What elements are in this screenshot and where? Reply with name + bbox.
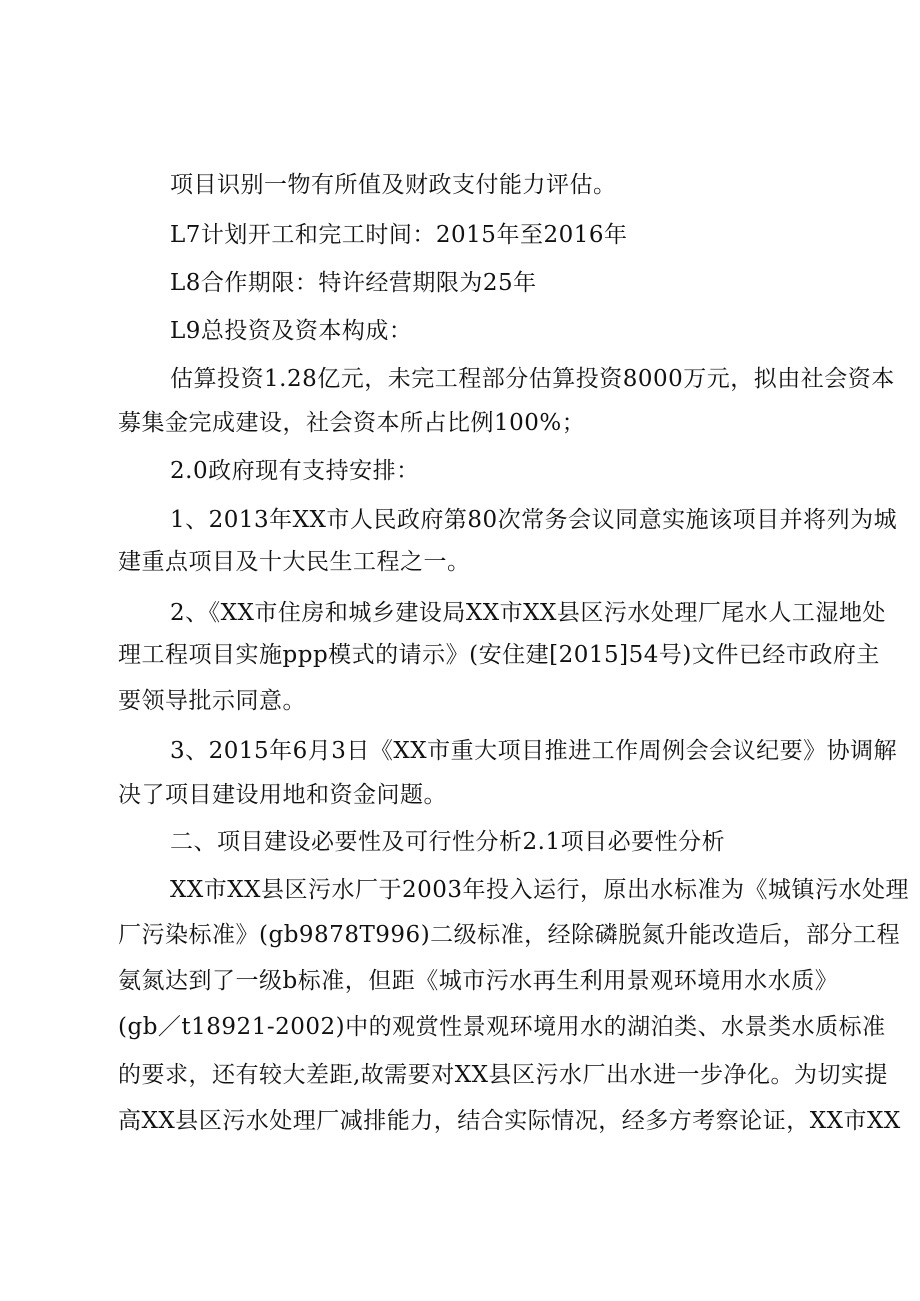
paragraph-line: 2.0政府现有支持安排： bbox=[170, 458, 420, 484]
paragraph-line: L9总投资及资本构成： bbox=[170, 318, 413, 344]
section-heading: 二、项目建设必要性及可行性分析2.1项目必要性分析 bbox=[170, 829, 726, 855]
paragraph-line: 3、2015年6月3日《XX市重大项目推进工作周例会会议纪要》协调解 bbox=[170, 738, 898, 764]
paragraph-line: 的要求，还有较大差距,故需要对XX县区污水厂出水进一步净化。为切实提 bbox=[118, 1062, 889, 1088]
paragraph-line: 2、《XX市住房和城乡建设局XX市XX县区污水处理厂尾水人工湿地处 bbox=[170, 600, 886, 626]
paragraph-line: 决了项目建设用地和资金问题。 bbox=[118, 782, 447, 808]
paragraph-line: (gb／t18921-2002)中的观赏性景观环境用水的湖泊类、水景类水质标准 bbox=[118, 1014, 886, 1040]
paragraph-line: L8合作期限：特许经营期限为25年 bbox=[170, 270, 537, 296]
paragraph-line: XX市XX县区污水厂于2003年投入运行，原出水标准为《城镇污水处理 bbox=[170, 877, 910, 903]
paragraph-line: L7计划开工和完工时间：2015年至2016年 bbox=[170, 222, 628, 248]
paragraph-line: 建重点项目及十大民生工程之一。 bbox=[118, 549, 471, 575]
paragraph-line: 高XX县区污水处理厂减排能力，结合实际情况，经多方考察论证，XX市XX bbox=[118, 1108, 901, 1134]
paragraph-line: 1、2013年XX市人民政府第80次常务会议同意实施该项目并将列为城 bbox=[170, 507, 898, 533]
paragraph-line: 厂污染标准》(gb9878T996)二级标准，经除磷脱氮升能改造后，部分工程 bbox=[118, 922, 901, 948]
paragraph-line: 估算投资1.28亿元，未完工程部分估算投资8000万元，拟由社会资本 bbox=[170, 366, 895, 392]
paragraph-line: 项目识别一物有所值及财政支付能力评估。 bbox=[170, 172, 617, 198]
paragraph-line: 募集金完成建设，社会资本所占比例100%； bbox=[118, 410, 586, 436]
paragraph-line: 要领导批示同意。 bbox=[118, 688, 306, 714]
paragraph-line: 氨氮达到了一级b标准，但距《城市污水再生利用景观环境用水水质》 bbox=[118, 968, 839, 994]
paragraph-line: 理工程项目实施ppp模式的请示》(安住建[2015]54号)文件已经市政府主 bbox=[118, 642, 880, 668]
